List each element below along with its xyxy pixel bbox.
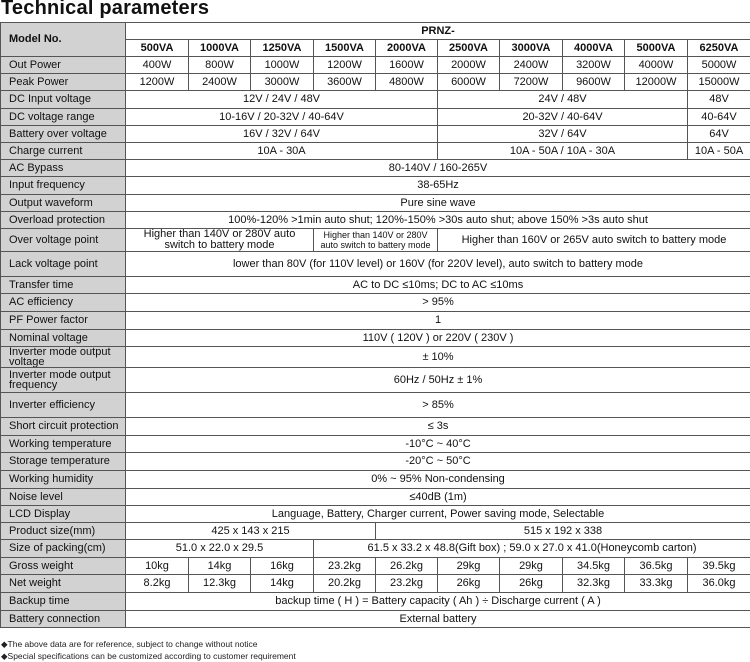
- table-cell: 425 x 143 x 215: [126, 523, 376, 540]
- table-cell: 32V / 64V: [438, 126, 688, 143]
- capacity-header: 1000VA: [189, 40, 251, 57]
- row-label: Transfer time: [1, 277, 126, 294]
- table-cell: 34.5kg: [563, 558, 625, 575]
- table-cell: ≤ 3s: [126, 418, 750, 436]
- table-cell: 23.2kg: [376, 575, 438, 593]
- row-label: Inverter mode output frequency: [1, 368, 126, 393]
- row-label: Battery connection: [1, 611, 126, 628]
- capacity-header: 3000VA: [500, 40, 563, 57]
- table-cell: -10°C ~ 40°C: [126, 436, 750, 453]
- table-cell: 51.0 x 22.0 x 29.5: [126, 540, 314, 558]
- spec-table: [0, 22, 750, 628]
- table-cell: 14kg: [189, 558, 251, 575]
- row-label: Peak Power: [1, 74, 126, 91]
- table-cell: 64V: [688, 126, 750, 143]
- table-cell: 7200W: [500, 74, 563, 91]
- capacity-header: 4000VA: [563, 40, 625, 57]
- table-cell: 38-65Hz: [126, 177, 750, 195]
- capacity-header: 1250VA: [251, 40, 314, 57]
- table-cell: External battery: [126, 611, 750, 628]
- row-label: Output waveform: [1, 195, 126, 212]
- table-cell: 33.3kg: [625, 575, 688, 593]
- table-cell: 15000W: [688, 74, 750, 91]
- table-cell: 515 x 192 x 338: [376, 523, 750, 540]
- table-cell: 80-140V / 160-265V: [126, 160, 750, 177]
- model-name: PRNZ-: [126, 23, 750, 40]
- row-label: PF Power factor: [1, 312, 126, 330]
- row-label: Short circuit protection: [1, 418, 126, 436]
- table-cell: 14kg: [251, 575, 314, 593]
- row-label: Product size(mm): [1, 523, 126, 540]
- table-cell: 800W: [189, 57, 251, 74]
- row-label: Working temperature: [1, 436, 126, 453]
- table-cell: 23.2kg: [314, 558, 376, 575]
- table-cell: 32.3kg: [563, 575, 625, 593]
- capacity-header: 6250VA: [688, 40, 750, 57]
- table-cell: 12V / 24V / 48V: [126, 91, 438, 109]
- row-label: Lack voltage point: [1, 252, 126, 277]
- capacity-header: 2500VA: [438, 40, 500, 57]
- table-cell: 60Hz / 50Hz ± 1%: [126, 368, 750, 393]
- table-cell: 10A - 50A / 10A - 30A: [438, 143, 688, 160]
- table-cell: 61.5 x 33.2 x 48.8(Gift box) ; 59.0 x 27.0 x 41.0(Honeycomb carton): [314, 540, 750, 558]
- row-label: Size of packing(cm): [1, 540, 126, 558]
- capacity-header: 2000VA: [376, 40, 438, 57]
- table-cell: 26kg: [500, 575, 563, 593]
- table-cell: > 85%: [126, 393, 750, 418]
- table-cell: 20.2kg: [314, 575, 376, 593]
- table-cell: 400W: [126, 57, 189, 74]
- table-cell: backup time ( H ) = Battery capacity ( Ah ) ÷ Discharge current ( A ): [126, 593, 750, 611]
- table-cell: 12000W: [625, 74, 688, 91]
- table-cell: 3000W: [251, 74, 314, 91]
- table-cell: 40-64V: [688, 109, 750, 126]
- table-cell: Higher than 140V or 280V auto switch to battery mode: [126, 229, 314, 252]
- table-cell: 3200W: [563, 57, 625, 74]
- table-cell: 100%-120% >1min auto shut; 120%-150% >30s auto shut; above 150% >3s auto shut: [126, 212, 750, 229]
- table-cell: lower than 80V (for 110V level) or 160V (for 220V level), auto switch to battery mode: [126, 252, 750, 277]
- table-cell: 9600W: [563, 74, 625, 91]
- capacity-header: 500VA: [126, 40, 189, 57]
- table-cell: 4000W: [625, 57, 688, 74]
- table-cell: 20-32V / 40-64V: [438, 109, 688, 126]
- footnote: ◆Special specifications can be customized according to customer requirement: [1, 651, 296, 662]
- footnote: ◆The above data are for reference, subject to change without notice: [1, 639, 258, 650]
- table-cell: 10A - 50A: [688, 143, 750, 160]
- row-label: DC voltage range: [1, 109, 126, 126]
- table-cell: 110V ( 120V ) or 220V ( 230V ): [126, 330, 750, 347]
- table-cell: 1200W: [126, 74, 189, 91]
- table-cell: 29kg: [438, 558, 500, 575]
- table-cell: > 95%: [126, 294, 750, 312]
- row-label: Charge current: [1, 143, 126, 160]
- table-cell: 36.5kg: [625, 558, 688, 575]
- table-cell: 26kg: [438, 575, 500, 593]
- table-cell: 1600W: [376, 57, 438, 74]
- table-cell: 5000W: [688, 57, 750, 74]
- table-cell: AC to DC ≤10ms; DC to AC ≤10ms: [126, 277, 750, 294]
- table-cell: 4800W: [376, 74, 438, 91]
- row-label: Input frequency: [1, 177, 126, 195]
- row-label: Noise level: [1, 489, 126, 506]
- row-label: Working humidity: [1, 471, 126, 489]
- row-label: Gross weight: [1, 558, 126, 575]
- row-label: Inverter mode output voltage: [1, 347, 126, 368]
- table-cell: 1200W: [314, 57, 376, 74]
- row-label: Battery over voltage: [1, 126, 126, 143]
- capacity-header: 5000VA: [625, 40, 688, 57]
- table-cell: 10A - 30A: [126, 143, 438, 160]
- row-label: AC Bypass: [1, 160, 126, 177]
- row-label: LCD Display: [1, 506, 126, 523]
- table-cell: -20°C ~ 50°C: [126, 453, 750, 471]
- table-cell: 39.5kg: [688, 558, 750, 575]
- row-label: Nominal voltage: [1, 330, 126, 347]
- table-cell: 10kg: [126, 558, 189, 575]
- table-cell: 24V / 48V: [438, 91, 688, 109]
- row-label: DC Input voltage: [1, 91, 126, 109]
- table-cell: Language, Battery, Charger current, Power saving mode, Selectable: [126, 506, 750, 523]
- table-cell: 1000W: [251, 57, 314, 74]
- table-cell: 2000W: [438, 57, 500, 74]
- table-cell: ≤40dB (1m): [126, 489, 750, 506]
- table-cell: 16kg: [251, 558, 314, 575]
- table-cell: 36.0kg: [688, 575, 750, 593]
- row-label: Out Power: [1, 57, 126, 74]
- row-label: Net weight: [1, 575, 126, 593]
- row-label: Inverter efficiency: [1, 393, 126, 418]
- table-cell: 1: [126, 312, 750, 330]
- table-cell: 0% ~ 95% Non-condensing: [126, 471, 750, 489]
- header-label: Model No.: [1, 23, 126, 57]
- row-label: AC efficiency: [1, 294, 126, 312]
- row-label: Storage temperature: [1, 453, 126, 471]
- row-label: Over voltage point: [1, 229, 126, 252]
- table-cell: ± 10%: [126, 347, 750, 368]
- table-cell: 10-16V / 20-32V / 40-64V: [126, 109, 438, 126]
- capacity-header: 1500VA: [314, 40, 376, 57]
- table-cell: 8.2kg: [126, 575, 189, 593]
- table-cell: 29kg: [500, 558, 563, 575]
- row-label: Overload protection: [1, 212, 126, 229]
- table-cell: 16V / 32V / 64V: [126, 126, 438, 143]
- table-cell: 3600W: [314, 74, 376, 91]
- table-cell: 6000W: [438, 74, 500, 91]
- table-cell: Higher than 160V or 265V auto switch to battery mode: [438, 229, 750, 252]
- table-cell: 48V: [688, 91, 750, 109]
- table-cell: Higher than 140V or 280V auto switch to battery mode: [314, 229, 438, 252]
- table-cell: Pure sine wave: [126, 195, 750, 212]
- table-cell: 2400W: [500, 57, 563, 74]
- table-cell: 2400W: [189, 74, 251, 91]
- table-cell: 12.3kg: [189, 575, 251, 593]
- row-label: Backup time: [1, 593, 126, 611]
- table-cell: 26.2kg: [376, 558, 438, 575]
- page-title: Technical parameters: [1, 0, 209, 20]
